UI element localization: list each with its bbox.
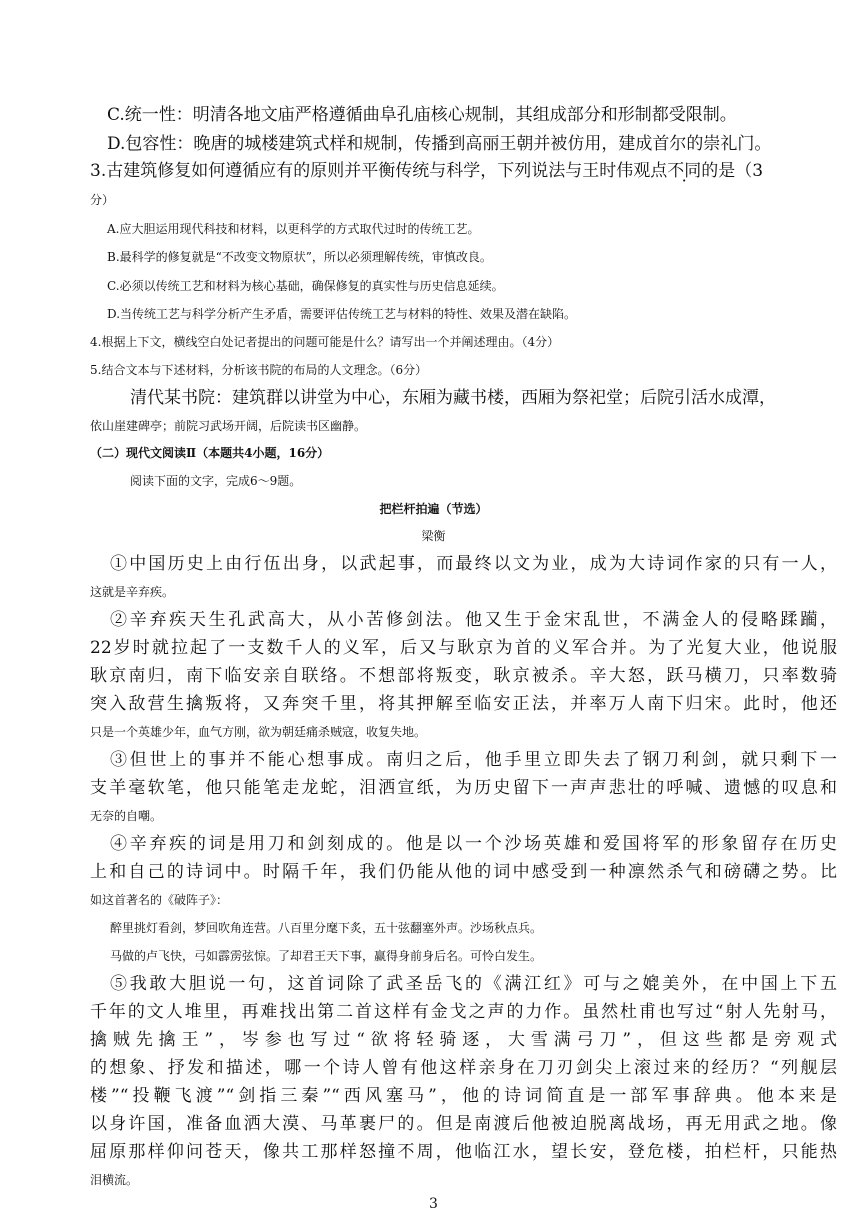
material-line-1: 清代某书院：建筑群以讲堂为中心，东厢为藏书楼，西厢为祭祀堂；后院引活水成潭， (130, 388, 776, 408)
section-heading: （二）现代文阅读Ⅱ（本题共4小题，16分） (90, 446, 330, 460)
q2-option-c: C.统一性：明清各地文庙严格遵循曲阜孔庙核心规制，其组成部分和形制都受限制。 (107, 105, 737, 125)
para2-line-4: 突入敌营生擒叛将，又奔突千里，将其押解至临安正法，并率万人南下归宋。此时，他还 (90, 694, 837, 714)
q2-option-d: D.包容性：晚唐的城楼建筑式样和规制，传播到高丽王朝并被仿用，建成首尔的崇礼门。 (107, 134, 772, 154)
page-number: 3 (429, 1196, 438, 1212)
poem-line-1: 醉里挑灯看剑，梦回吹角连营。八百里分麾下炙，五十弦翻塞外声。沙场秋点兵。 (110, 921, 543, 935)
para1-line-2: 这就是辛弃疾。 (90, 585, 175, 599)
para4-line-3: 如这首著名的《破阵子》： (90, 893, 229, 907)
reading-instruction: 阅读下面的文字，完成6～9题。 (130, 474, 302, 488)
q3-option-c: C.必须以传统工艺和材料为核心基础，确保修复的真实性与历史信息延续。 (107, 279, 504, 293)
para4-line-2: 上和自己的诗词中。时隔千年，我们仍能从他的词中感受到一种凛然杀气和磅礴之势。比 (90, 862, 837, 882)
para5-line-8: 泪横流。 (90, 1173, 139, 1187)
q3-stem (90, 159, 840, 183)
passage-title: 把栏杆拍遍（节选） (379, 502, 488, 516)
para3-line-3: 无奈的自嘲。 (90, 809, 163, 823)
para5-line-3: 擒贼先擒王”，岑参也写过“欲将轻骑逐，大雪满弓刀”，但这些都是旁观式 (90, 1030, 837, 1050)
passage-author: 梁衡 (421, 529, 446, 543)
para5-line-7: 屈原那样仰问苍天，像共工那样怒撞不周，他临江水，望长安，登危楼，拍栏杆，只能热 (90, 1142, 837, 1162)
para5-line-2: 千年的文人堆里，再难找出第二首这样有金戈之声的力作。虽然杜甫也写过“射人先射马， (90, 1002, 837, 1022)
q3-stem-line2: 分） (90, 193, 115, 207)
q3-stem-after: 的是（3 (701, 161, 764, 181)
poem-line-2: 马做的卢飞快，弓如霹雳弦惊。了却君王天下事，赢得身前身后名。可怜白发生。 (110, 949, 543, 963)
para2-line-2: 22岁时就拉起了一支数千人的义军，后又与耿京为首的义军合并。为了光复大业，他说服 (90, 638, 837, 658)
para2-line-1: ②辛弃疾天生孔武高大，从小苦修剑法。他又生于金宋乱世，不满金人的侵略蹂躏， (110, 610, 837, 630)
q3-option-a: A.应大胆运用现代科技和材料，以更科学的方式取代过时的传统工艺。 (107, 222, 480, 236)
q3-option-b: B.最科学的修复就是“不改变文物原状”，所以必须理解传统，审慎改良。 (107, 250, 492, 264)
q5-stem: 5.结合文本与下述材料，分析该书院的布局的人文理念。（6分） (90, 363, 428, 377)
para2-line-3: 耿京南归，南下临安亲自联络。不想部将叛变，耿京被杀。辛大怒，跃马横刀，只率数骑 (90, 666, 837, 686)
para5-line-5: 楼”“投鞭飞渡”“剑指三秦”“西风塞马”，他的诗词简直是一部军事辞典。他本来是 (90, 1086, 837, 1106)
material-line-2: 依山崖建碑亭；前院习武场开阔，后院读书区幽静。 (90, 419, 367, 433)
para5-line-6: 以身许国，准备血洒大漠、马革裹尸的。但是南渡后他被迫脱离战场，再无用武之地。像 (90, 1114, 837, 1134)
para3-line-2: 支羊毫软笔，他只能笔走龙蛇，泪洒宣纸，为历史留下一声声悲壮的呼喊、遗憾的叹息和 (90, 778, 837, 798)
para1-line-1: ①中国历史上由行伍出身，以武起事，而最终以文为业，成为大诗词作家的只有一人， (110, 554, 837, 574)
para4-line-1: ④辛弃疾的词是用刀和剑刻成的。他是以一个沙场英雄和爱国将军的形象留存在历史 (110, 834, 837, 854)
q3-option-d: D.当传统工艺与科学分析产生矛盾，需要评估传统工艺与材料的特性、效果及潜在缺陷。 (107, 307, 577, 321)
para5-line-4: 的想象、抒发和描述，哪一个诗人曾有他这样亲身在刀刃剑尖上滚过来的经历？“列舰层 (90, 1058, 837, 1078)
q4-stem: 4.根据上下文，横线空白处记者提出的问题可能是什么？请写出一个并阐述理由。（4分） (90, 335, 560, 349)
q3-stem-before: 3.古建筑修复如何遵循应有的原则并平衡传统与科学，下列说法与王时伟观点 (90, 161, 668, 181)
para2-line-5: 只是一个英雄少年，血气方刚，欲为朝廷痛杀贼寇，收复失地。 (90, 725, 427, 739)
para3-line-1: ③但世上的事并不能心想事成。南归之后，他手里立即失去了钢刀利剑，就只剩下一 (110, 750, 837, 770)
q3-stem-emphasis: 不同 (667, 161, 702, 181)
para5-line-1: ⑤我敢大胆说一句，这首词除了武圣岳飞的《满江红》可与之媲美外，在中国上下五 (110, 974, 837, 994)
